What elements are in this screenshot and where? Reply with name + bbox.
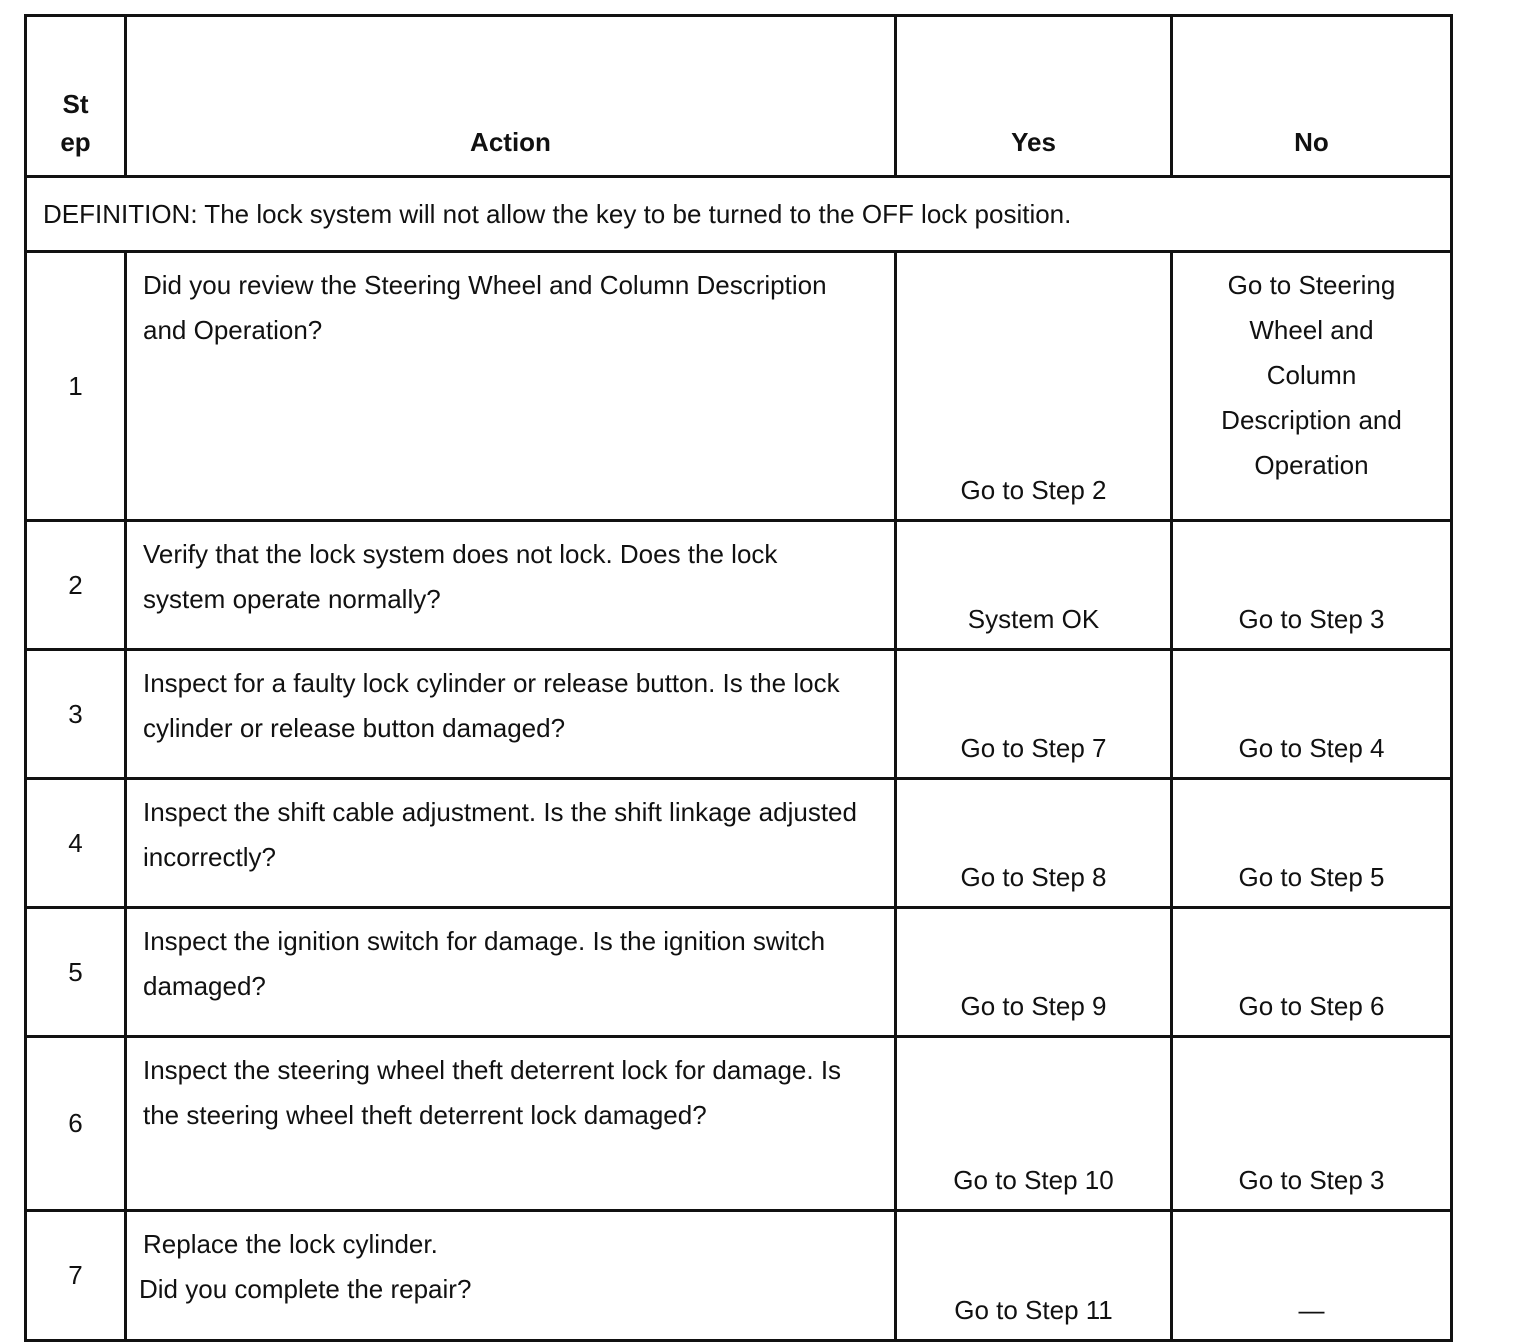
yes-result-text: System OK — [967, 604, 1100, 634]
header-no: No — [1172, 16, 1452, 177]
step-number: 3 — [26, 650, 126, 779]
table-row — [26, 252, 1452, 521]
no-result-text: Go to Step 3 — [1238, 604, 1385, 634]
no-result-text: Go to Steering Wheel and Column Description and Operation — [1221, 270, 1402, 480]
step-number: 2 — [26, 521, 126, 650]
table-row — [26, 908, 1452, 1037]
yes-result-text: Go to Step 8 — [960, 862, 1107, 892]
yes-result — [896, 650, 1172, 779]
header-yes: Yes — [896, 16, 1172, 177]
action-text: Verify that the lock system does not lock. Does the lock system operate normally? — [126, 521, 896, 650]
no-result-text: Go to Step 4 — [1238, 733, 1385, 763]
no-result — [1172, 1211, 1452, 1341]
yes-result — [896, 1211, 1172, 1341]
no-result — [1172, 521, 1452, 650]
table-row — [26, 779, 1452, 908]
action-text: Inspect the ignition switch for damage. Is the ignition switch damaged? — [126, 908, 896, 1037]
header-action: Action — [126, 16, 896, 177]
header-step — [26, 16, 126, 177]
step-number: 4 — [26, 779, 126, 908]
yes-result-text: Go to Step 9 — [960, 991, 1107, 1021]
yes-result-text: Go to Step 11 — [954, 1295, 1113, 1325]
step-number: 5 — [26, 908, 126, 1037]
yes-result — [896, 252, 1172, 521]
no-result-text: Go to Step 3 — [1238, 1165, 1385, 1195]
action-text: Inspect for a faulty lock cylinder or release button. Is the lock cylinder or release button damaged? — [126, 650, 896, 779]
header-step-line1: St — [62, 89, 89, 119]
yes-result-text: Go to Step 2 — [960, 475, 1107, 505]
no-result — [1172, 252, 1452, 521]
table-row — [26, 650, 1452, 779]
yes-result — [896, 779, 1172, 908]
no-result-text: — — [1298, 1295, 1325, 1325]
table-row — [26, 521, 1452, 650]
yes-result-text: Go to Step 7 — [960, 733, 1107, 763]
action-text-line1: Replace the lock cylinder. — [143, 1229, 438, 1259]
yes-result — [896, 908, 1172, 1037]
yes-result — [896, 1037, 1172, 1211]
no-result — [1172, 779, 1452, 908]
definition-row — [26, 177, 1452, 252]
table-header-row — [26, 16, 1452, 177]
table-row — [26, 1211, 1452, 1341]
action-text: Inspect the shift cable adjustment. Is the shift linkage adjusted incorrectly? — [126, 779, 896, 908]
definition-text: DEFINITION: The lock system will not allow the key to be turned to the OFF lock position. — [26, 177, 1452, 252]
diagnostic-table — [24, 14, 1453, 1342]
step-number: 6 — [26, 1037, 126, 1211]
action-text-line2: Did you complete the repair? — [139, 1274, 472, 1304]
action-text: Inspect the steering wheel theft deterrent lock for damage. Is the steering wheel theft deterrent lock damaged? — [126, 1037, 896, 1211]
table-row — [26, 1037, 1452, 1211]
no-result — [1172, 908, 1452, 1037]
action-text: Did you review the Steering Wheel and Column Description and Operation? — [126, 252, 896, 521]
no-result — [1172, 1037, 1452, 1211]
yes-result-text: Go to Step 10 — [953, 1165, 1114, 1195]
action-text — [126, 1211, 896, 1341]
yes-result — [896, 521, 1172, 650]
no-result-text: Go to Step 5 — [1238, 862, 1385, 892]
step-number: 1 — [26, 252, 126, 521]
header-step-line2: ep — [60, 127, 91, 157]
no-result — [1172, 650, 1452, 779]
step-number: 7 — [26, 1211, 126, 1341]
no-result-text: Go to Step 6 — [1238, 991, 1385, 1021]
